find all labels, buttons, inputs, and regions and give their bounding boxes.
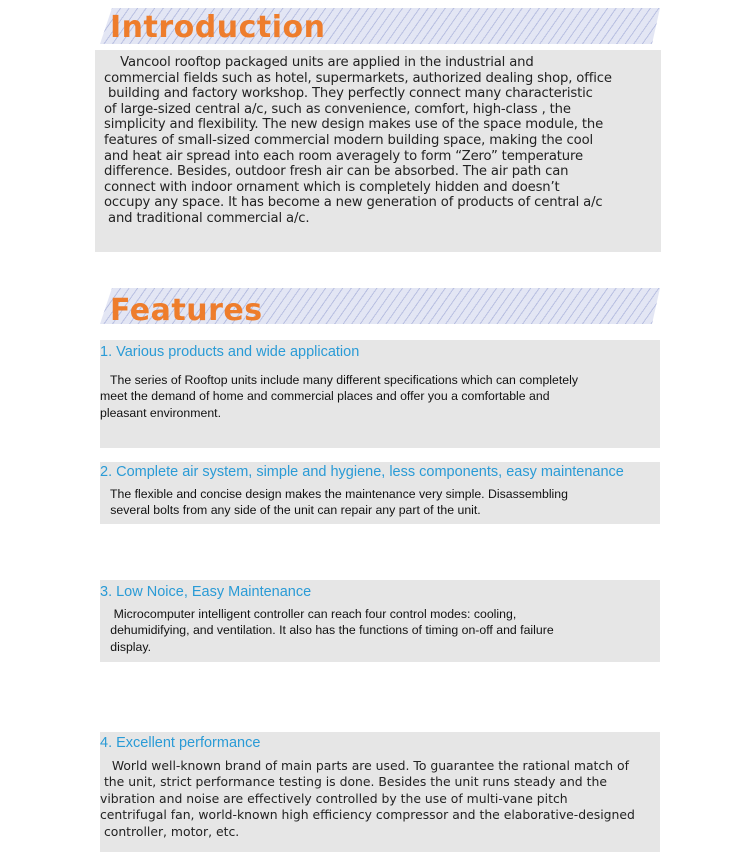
feature-2-title: 2. Complete air system, simple and hygiene, less components, easy maintenance	[100, 464, 624, 480]
feature-2-text: The flexible and concise design makes the maintenance very simple. Disassembling several bolts from any side of the unit can repair any part of the unit.	[110, 487, 568, 518]
feature-3-text: Microcomputer intelligent controller can reach four control modes: cooling, dehumidifying, and ventilation. It also has the functions of timing on-off and failure display.	[110, 607, 554, 654]
feature-3-title: 3. Low Noice, Easy Maintenance	[100, 584, 312, 600]
feature-4-title: 4. Excellent performance	[100, 735, 261, 751]
introduction-heading: Introduction	[110, 10, 326, 45]
feature-1-text: The series of Rooftop units include many different specifications which can completely meet the demand of home and commercial places and offer you a comfortable and pleasant environment.	[100, 373, 579, 420]
features-heading: Features	[110, 293, 263, 328]
feature-4-text: World well-known brand of main parts are used. To guarantee the rational match of the unit, strict performance testing is done. Besides the unit runs steady and the vibration and noise are effectively controlled by the use of multi-vane pitch centrifugal fan, world-known high efficiency compressor and the elaborative-designed controller, motor, etc.	[100, 758, 635, 839]
feature-1-title: 1. Various products and wide application	[100, 344, 360, 360]
introduction-text: Vancool rooftop packaged units are applied in the industrial and commercial fields such as hotel, supermarkets, authorized dealing shop, office building and factory workshop. They perfectly connect many characteristic of large-sized central a/c, such as convenience, comfort, high-class , the simplicity and flexibility. The new design makes use of the space module, the features of small-sized commercial modern building space, making the cool and heat air spread into each room averagely to form “Zero” temperature difference. Besides, outdoor fresh air can be absorbed. The air path can connect with indoor ornament which is completely hidden and doesn’t occupy any space. It has become a new generation of products of central a/c and traditional commercial a/c.	[104, 55, 612, 226]
